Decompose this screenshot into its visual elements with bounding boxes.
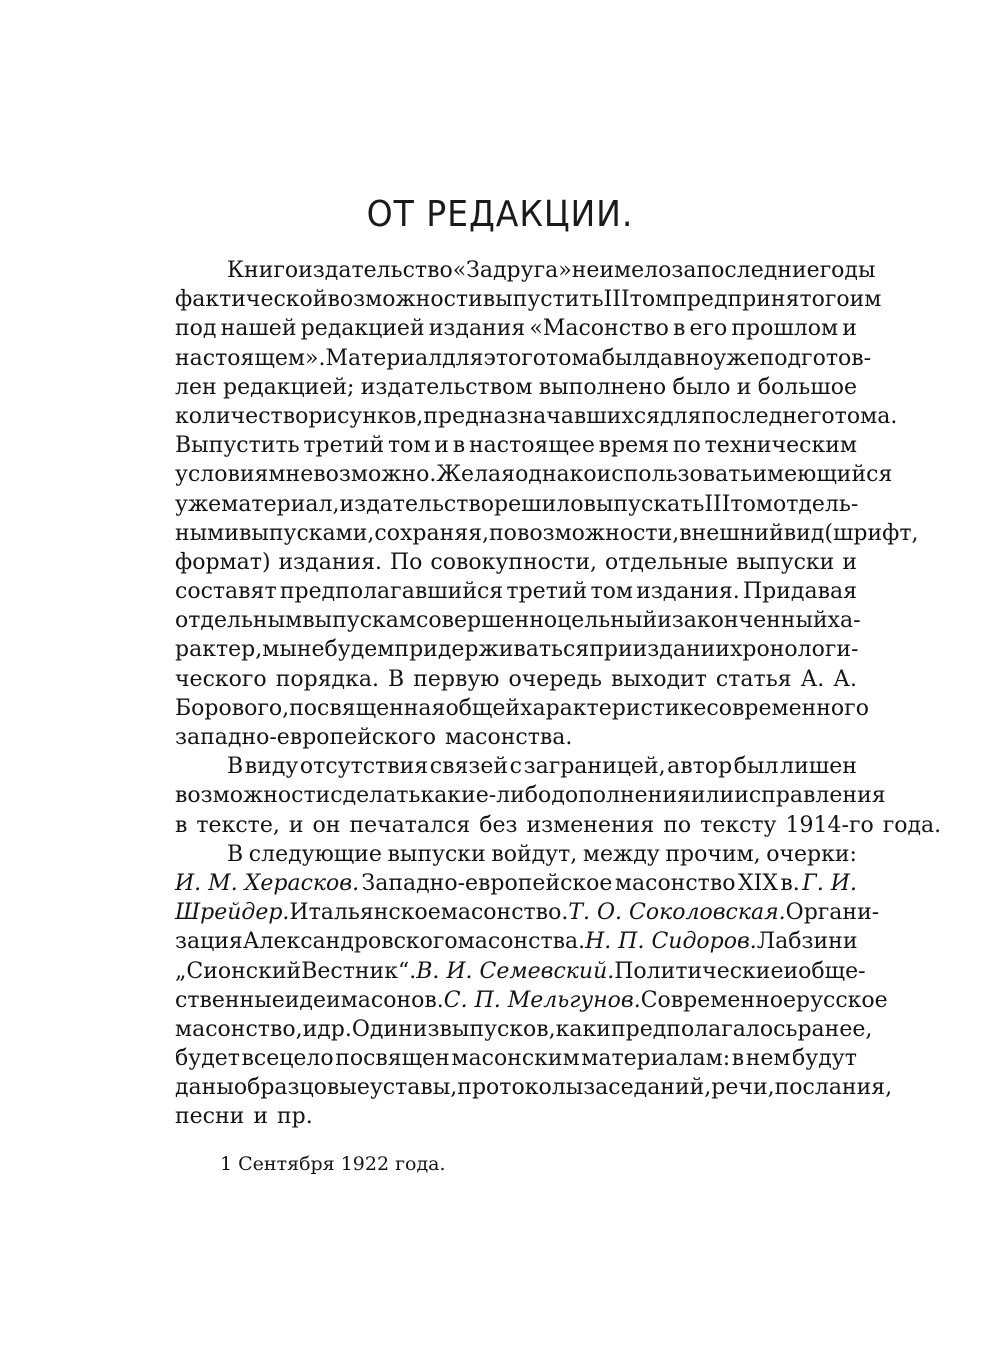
italic-author-name: С. П. Мельгунов. bbox=[443, 987, 641, 1013]
word: невозможно. bbox=[285, 462, 437, 488]
word: издания. bbox=[278, 549, 383, 575]
word: отдельные bbox=[605, 549, 729, 575]
text-line bbox=[175, 723, 857, 752]
word: формат) bbox=[175, 549, 271, 575]
word: III bbox=[603, 287, 630, 313]
word: Итальянское bbox=[289, 900, 441, 926]
word: виду bbox=[244, 754, 299, 780]
text-line bbox=[175, 344, 872, 373]
italic-author-name: И. М. Херасков. bbox=[175, 870, 360, 896]
word: предназначавшихся bbox=[423, 403, 661, 429]
word: будет bbox=[175, 1046, 240, 1072]
word: материалам: bbox=[581, 1046, 731, 1072]
word: издания. bbox=[636, 579, 740, 605]
word: Политические bbox=[614, 958, 784, 984]
word: Современное bbox=[640, 987, 796, 1013]
word: с bbox=[509, 754, 522, 780]
text-line bbox=[175, 869, 857, 898]
word: совокупности, bbox=[430, 549, 598, 575]
word: лишен bbox=[780, 754, 857, 780]
word: давно bbox=[646, 345, 714, 371]
word: издательством bbox=[360, 374, 533, 400]
text-line bbox=[175, 781, 886, 810]
text-line bbox=[175, 1044, 857, 1073]
word: западно-европейского bbox=[175, 725, 436, 750]
word: В bbox=[227, 754, 244, 780]
word: этого bbox=[483, 345, 547, 371]
italic-author-name: Шрейдер. bbox=[175, 900, 290, 926]
word: дополнения bbox=[551, 783, 691, 809]
word: Борового, bbox=[175, 695, 290, 721]
word: отдель- bbox=[772, 491, 859, 517]
italic-author-name: Н. П. Сидоров. bbox=[585, 929, 757, 955]
text-line bbox=[175, 986, 888, 1015]
word: даны bbox=[175, 1075, 234, 1101]
word: выпуски bbox=[736, 549, 835, 575]
word: прошлом bbox=[731, 316, 839, 342]
word: вид bbox=[783, 520, 825, 546]
word: порядка. bbox=[275, 666, 379, 692]
word: уже bbox=[175, 491, 222, 517]
word: связей bbox=[429, 754, 509, 780]
word: рисунков, bbox=[308, 403, 424, 429]
word: масонство. bbox=[440, 900, 569, 926]
word: В bbox=[388, 666, 405, 692]
word: заграницей, bbox=[523, 754, 666, 780]
word: пр. bbox=[277, 1104, 313, 1130]
word: и bbox=[783, 958, 799, 984]
word: и bbox=[253, 1104, 269, 1130]
word: В bbox=[227, 841, 244, 867]
word: было bbox=[672, 374, 731, 400]
word: и bbox=[842, 316, 857, 342]
word: общей bbox=[445, 695, 521, 721]
word: войдут, bbox=[491, 841, 578, 867]
word: из bbox=[412, 1016, 440, 1042]
word: идеи bbox=[284, 987, 341, 1013]
word: Вестник“. bbox=[301, 958, 417, 984]
word: и bbox=[842, 929, 858, 955]
word: как bbox=[555, 1016, 597, 1042]
word: уже bbox=[713, 345, 760, 371]
word: масонство, bbox=[175, 1016, 303, 1042]
word: „Сионский bbox=[175, 958, 302, 984]
word: в bbox=[731, 1046, 745, 1072]
italic-author-name: В. И. Семевский. bbox=[416, 958, 615, 984]
word: техническим bbox=[704, 433, 857, 459]
word: следующие bbox=[248, 841, 382, 867]
word: «Масонство bbox=[529, 316, 669, 342]
word: Органи- bbox=[785, 900, 880, 926]
word: заседаний, bbox=[583, 1075, 712, 1101]
word: Александровского bbox=[242, 929, 458, 955]
word: том bbox=[590, 579, 633, 605]
word: масонов. bbox=[340, 987, 444, 1013]
word: Желая bbox=[436, 462, 516, 488]
paragraph bbox=[175, 256, 919, 752]
word: посвящен bbox=[335, 1046, 450, 1072]
word: первую bbox=[413, 666, 500, 692]
word: выпуски bbox=[387, 841, 486, 867]
text-line bbox=[175, 490, 857, 519]
text-line bbox=[175, 314, 857, 343]
word: цельный bbox=[557, 608, 658, 634]
word: не bbox=[571, 258, 600, 283]
word: ными bbox=[175, 520, 239, 546]
word: тома bbox=[546, 345, 602, 371]
text-line bbox=[175, 752, 857, 781]
word: тексту bbox=[700, 812, 777, 838]
word: статья bbox=[715, 666, 792, 692]
word: современного bbox=[706, 695, 869, 721]
word: печатался bbox=[349, 812, 471, 838]
word: был bbox=[601, 345, 647, 371]
word: будут bbox=[792, 1046, 857, 1072]
word: законченный bbox=[671, 608, 828, 634]
word: будем bbox=[324, 637, 395, 663]
word: 1914-го bbox=[785, 812, 874, 838]
word: масонства. bbox=[444, 725, 573, 750]
word: Придавая bbox=[742, 579, 857, 605]
word: без bbox=[479, 812, 518, 838]
word: возможности bbox=[175, 783, 331, 809]
word: хронологи- bbox=[729, 637, 859, 663]
word: Материал bbox=[325, 345, 443, 371]
word: был bbox=[733, 754, 779, 780]
word: предполагавшийся bbox=[279, 579, 504, 605]
text-line bbox=[175, 665, 857, 694]
word: годы bbox=[819, 258, 876, 283]
word: характеристике bbox=[520, 695, 707, 721]
word: под bbox=[175, 316, 217, 342]
text-line bbox=[175, 460, 893, 489]
word: др. bbox=[317, 1016, 352, 1042]
word: образцовые bbox=[233, 1075, 370, 1101]
word: масонским bbox=[451, 1046, 580, 1072]
word: в bbox=[672, 316, 686, 342]
word: А. bbox=[833, 666, 857, 692]
word: тексте, bbox=[196, 812, 280, 838]
word: по bbox=[672, 433, 701, 459]
text-line bbox=[175, 1102, 857, 1131]
word: условиям bbox=[175, 462, 286, 488]
word: совершенно bbox=[416, 608, 558, 634]
word: русское bbox=[796, 987, 888, 1013]
word: и bbox=[596, 1016, 611, 1042]
word: Выпустить bbox=[175, 433, 300, 459]
word: Один bbox=[351, 1016, 413, 1042]
word: выпустить bbox=[482, 287, 604, 313]
word: выпусков, bbox=[439, 1016, 556, 1042]
word: при bbox=[589, 637, 633, 663]
word: в. bbox=[780, 870, 800, 896]
word: ха- bbox=[827, 608, 861, 634]
word: выпускам bbox=[302, 608, 417, 634]
word: не bbox=[296, 637, 325, 663]
word: отдельным bbox=[175, 608, 303, 634]
word: по bbox=[663, 812, 692, 838]
word: использовать bbox=[596, 462, 753, 488]
word: он bbox=[312, 812, 341, 838]
word: По bbox=[390, 549, 423, 575]
word: изменения bbox=[526, 812, 655, 838]
word: или bbox=[690, 783, 735, 809]
word: решило bbox=[494, 491, 584, 517]
word: в bbox=[175, 812, 188, 838]
word: подготов- bbox=[759, 345, 872, 371]
word: ранее, bbox=[797, 1016, 873, 1042]
word: фактической bbox=[175, 287, 328, 313]
word: «Задруга» bbox=[452, 258, 572, 283]
word: отсутствия bbox=[299, 754, 429, 780]
word: выходит bbox=[610, 666, 707, 692]
text-line bbox=[175, 519, 919, 548]
word: между bbox=[582, 841, 660, 867]
page-title: ОТ РЕДАКЦИИ. bbox=[366, 194, 634, 235]
word: зация bbox=[175, 929, 243, 955]
word: издании bbox=[632, 637, 730, 663]
word: возможности bbox=[327, 287, 483, 313]
text-line bbox=[175, 1073, 893, 1102]
word: и bbox=[842, 549, 857, 575]
word: время bbox=[598, 433, 670, 459]
word: для bbox=[660, 403, 702, 429]
word: предполагалось bbox=[610, 1016, 798, 1042]
word: издания bbox=[428, 316, 526, 342]
word: нашей bbox=[220, 316, 297, 342]
word: им bbox=[849, 287, 882, 313]
text-line bbox=[175, 957, 866, 986]
word: исправления bbox=[734, 783, 886, 809]
text-line bbox=[175, 402, 898, 431]
word: имеющийся bbox=[752, 462, 893, 488]
word: какие-либо bbox=[420, 783, 552, 809]
word: обще- bbox=[798, 958, 866, 984]
word: протоколы bbox=[457, 1075, 584, 1101]
word: составят bbox=[175, 579, 277, 605]
word: прочим, bbox=[665, 841, 761, 867]
paragraph bbox=[175, 840, 893, 1132]
word: сделать bbox=[330, 783, 421, 809]
word: посвященная bbox=[289, 695, 446, 721]
paragraph bbox=[175, 752, 942, 840]
word: мы bbox=[262, 637, 297, 663]
word: редакцией bbox=[300, 316, 425, 342]
word: последнего bbox=[701, 403, 835, 429]
word: количество bbox=[175, 403, 309, 429]
word: внешний bbox=[679, 520, 784, 546]
word: послания, bbox=[774, 1075, 893, 1101]
word: лен bbox=[175, 374, 217, 400]
word: выпусками, bbox=[238, 520, 375, 546]
word: и bbox=[434, 433, 449, 459]
word: и bbox=[657, 608, 672, 634]
word: очерки: bbox=[766, 841, 857, 867]
word: и bbox=[736, 374, 752, 400]
word: том bbox=[387, 433, 431, 459]
word: автор bbox=[667, 754, 733, 780]
word: масонства. bbox=[457, 929, 586, 955]
text-line bbox=[175, 431, 857, 460]
word: нем bbox=[745, 1046, 791, 1072]
word: имело bbox=[599, 258, 672, 283]
text-line bbox=[175, 694, 869, 723]
word: (шрифт, bbox=[824, 520, 919, 546]
word: третий bbox=[303, 433, 385, 459]
text-line bbox=[175, 606, 861, 635]
word: материал, bbox=[221, 491, 340, 517]
word: года. bbox=[882, 812, 942, 838]
word: том bbox=[629, 287, 673, 313]
word: выполнено bbox=[538, 374, 667, 400]
word: в bbox=[452, 433, 466, 459]
word: Лабзин bbox=[756, 929, 843, 955]
word: масонство bbox=[614, 870, 736, 896]
word: настоящем». bbox=[175, 345, 326, 371]
date-line: 1 Сентября 1922 года. bbox=[220, 1153, 446, 1175]
word: придерживаться bbox=[394, 637, 590, 663]
text-line bbox=[175, 1015, 873, 1044]
word: большое bbox=[757, 374, 857, 400]
word: возможности, bbox=[516, 520, 680, 546]
word: за bbox=[671, 258, 697, 283]
word: издательство bbox=[339, 491, 495, 517]
text-line bbox=[175, 811, 942, 840]
text-line bbox=[175, 548, 857, 577]
word: для bbox=[442, 345, 484, 371]
text-line bbox=[175, 285, 882, 314]
word: тома. bbox=[834, 403, 898, 429]
text-line bbox=[175, 256, 876, 285]
text-line bbox=[175, 635, 857, 664]
word: песни bbox=[175, 1104, 245, 1130]
word: рактер, bbox=[175, 637, 263, 663]
word: выпускать bbox=[583, 491, 705, 517]
word: том bbox=[730, 491, 773, 517]
word: III bbox=[704, 491, 731, 517]
word: ческого bbox=[175, 666, 267, 692]
word: предпринятого bbox=[672, 287, 850, 313]
word: всецело bbox=[241, 1046, 334, 1072]
word: однако bbox=[515, 462, 597, 488]
word: ственные bbox=[175, 987, 285, 1013]
word: уставы, bbox=[369, 1075, 458, 1101]
word: его bbox=[689, 316, 728, 342]
body-text bbox=[175, 256, 942, 1132]
text-line bbox=[175, 927, 857, 956]
text-line bbox=[175, 577, 857, 606]
word: речи, bbox=[711, 1075, 775, 1101]
word: по bbox=[489, 520, 517, 546]
word: последние bbox=[696, 258, 820, 283]
text-line bbox=[175, 373, 857, 402]
word: и bbox=[288, 812, 304, 838]
text-line bbox=[175, 840, 857, 869]
word: Книгоиздательство bbox=[227, 258, 453, 283]
word: Западно-европейское bbox=[361, 870, 613, 896]
text-line bbox=[175, 898, 880, 927]
word: очередь bbox=[508, 666, 602, 692]
italic-author-name: Г. И. bbox=[802, 870, 857, 896]
italic-author-name: Т. О. Соколовская. bbox=[568, 900, 786, 926]
word: третий bbox=[506, 579, 588, 605]
word: и bbox=[302, 1016, 318, 1042]
word: А. bbox=[800, 666, 825, 692]
word: XIX bbox=[737, 870, 778, 896]
word: сохраняя, bbox=[374, 520, 490, 546]
word: редакцией; bbox=[223, 374, 355, 400]
word: настоящее bbox=[468, 433, 595, 459]
